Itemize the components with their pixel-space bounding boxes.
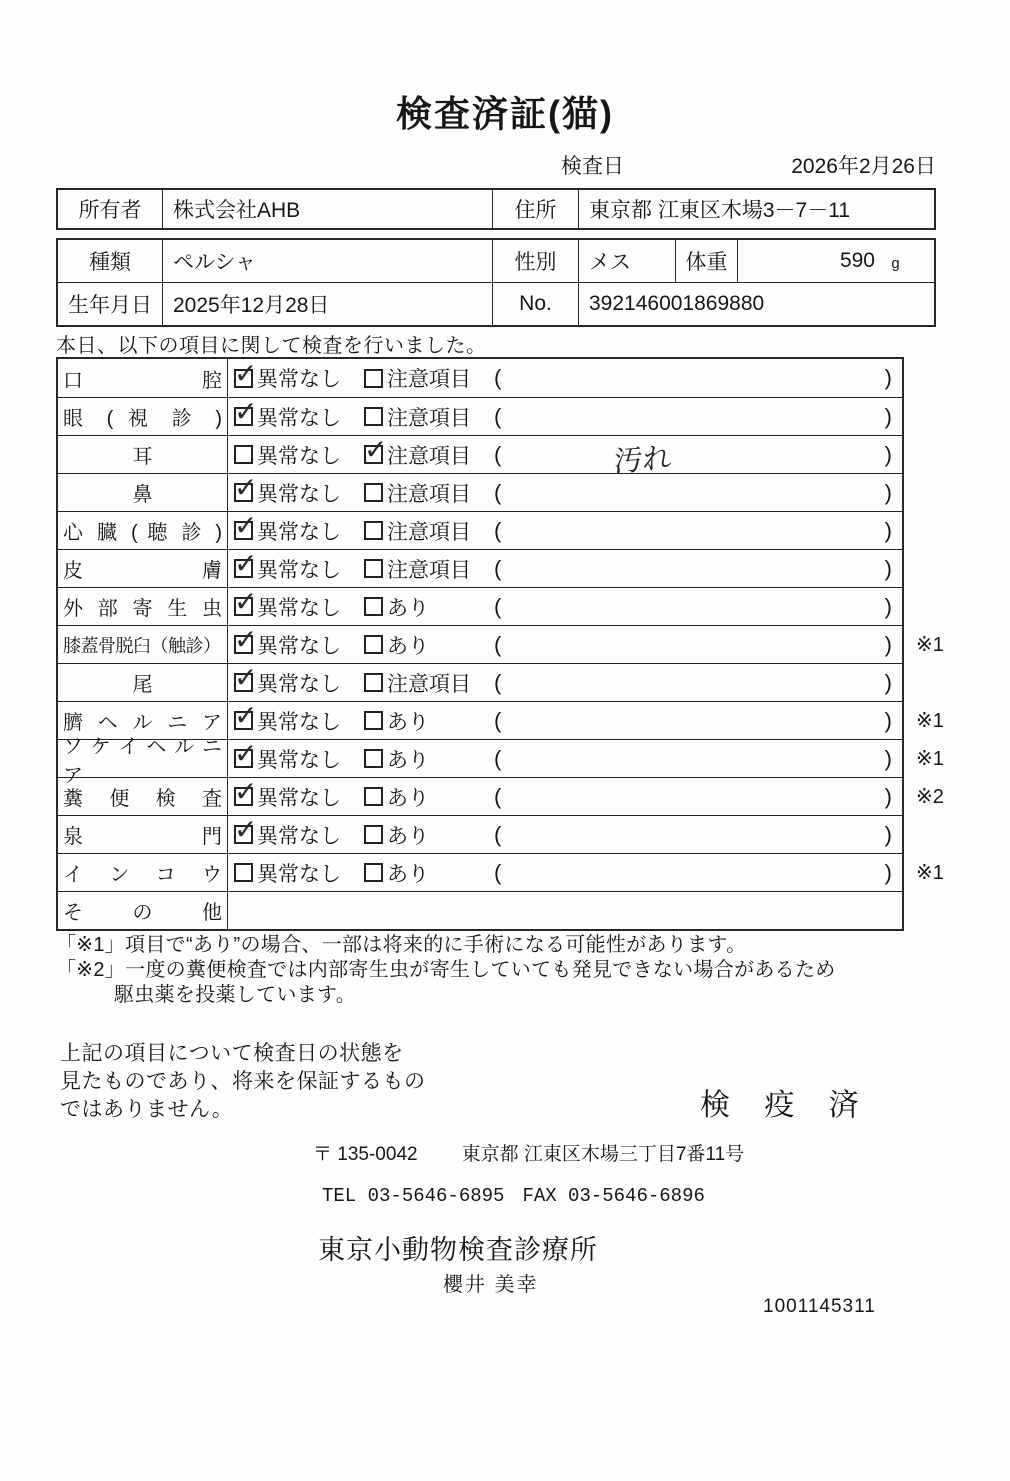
caution-label: 注意項目	[387, 444, 471, 468]
item-name: 耳	[132, 446, 153, 468]
abnormal-none-label: 異常なし	[257, 824, 341, 848]
abnormal-none-label: 異常なし	[257, 596, 341, 620]
inspection-row	[58, 735, 944, 787]
abnormal-none-label: 異常なし	[257, 710, 341, 734]
exam-date-value: 2026年2月26日	[791, 155, 936, 178]
item-name-cell	[58, 816, 228, 853]
abnormal-none-checkbox	[234, 445, 253, 464]
caution-group	[364, 592, 494, 622]
footnote-mark: ※1	[916, 862, 944, 884]
check-area	[228, 668, 494, 698]
abnormal-none-label: 異常なし	[257, 786, 341, 810]
footnote-2: 「※2」一度の糞便検査では内部寄生虫が寄生していても発見できない場合があるため	[56, 959, 836, 981]
item-name: 心 臓 ( 聴 診 )	[63, 522, 222, 544]
handwritten-note	[502, 479, 884, 506]
check-area	[228, 402, 494, 432]
note-area	[494, 480, 902, 506]
caution-group	[364, 554, 494, 584]
footnote-mark	[916, 664, 976, 701]
abnormal-none-checkbox	[234, 673, 253, 692]
note-area	[494, 860, 902, 886]
caution-label: 注意項目	[387, 558, 471, 582]
disclaimer-line-1: 上記の項目について検査日の状態を	[60, 1042, 404, 1065]
check-area	[228, 440, 494, 470]
handwritten-note	[502, 365, 884, 392]
inspection-row	[58, 625, 944, 663]
handwritten-note	[502, 669, 884, 696]
footnotes	[56, 933, 836, 1008]
paren-open: (	[494, 631, 502, 657]
handwritten-note	[502, 821, 884, 848]
check-area	[228, 363, 494, 393]
abnormal-none-label: 異常なし	[257, 558, 341, 582]
handwritten-note	[502, 631, 884, 658]
abnormal-none-group	[228, 478, 364, 508]
footnote-mark	[916, 474, 976, 511]
inspection-row	[58, 777, 944, 815]
inspection-row	[58, 815, 902, 853]
item-name: 皮 膚	[63, 560, 222, 582]
caution-group	[364, 782, 494, 812]
abnormal-none-group	[228, 858, 364, 888]
abnormal-none-group	[228, 402, 364, 432]
paren-close: )	[884, 821, 892, 847]
inspection-row	[58, 663, 902, 701]
caution-group	[364, 516, 494, 546]
paren-close: )	[884, 593, 892, 619]
owner-table	[56, 188, 936, 230]
page-title: 検査済証(猫)	[396, 93, 614, 134]
abnormal-none-checkbox	[234, 825, 253, 844]
paren-close: )	[884, 403, 892, 429]
inspection-row	[58, 549, 902, 587]
serial-number: 1001145311	[763, 1296, 876, 1317]
item-name: 糞 便 検 査	[63, 788, 222, 810]
paren-open: (	[494, 745, 502, 771]
tel-number: TEL 03-5646-6895	[322, 1185, 505, 1207]
inspection-row	[58, 511, 902, 549]
paren-open: (	[494, 479, 502, 505]
abnormal-none-checkbox	[234, 711, 253, 730]
paren-close: )	[884, 517, 892, 543]
caution-group	[364, 478, 494, 508]
item-name: イ ン コ ウ	[63, 864, 222, 886]
caution-label: あり	[387, 824, 429, 848]
handwritten-note	[502, 859, 884, 886]
info-table	[56, 238, 936, 327]
paren-close: )	[884, 441, 892, 467]
note-area	[494, 594, 902, 620]
abnormal-none-checkbox	[234, 483, 253, 502]
item-name: 口 腔	[63, 369, 222, 392]
abnormal-none-group	[228, 630, 364, 660]
handwritten-note	[502, 707, 884, 734]
paren-open: (	[494, 441, 502, 467]
item-name: 泉 門	[63, 826, 222, 848]
handwritten-note	[502, 517, 884, 544]
caution-group	[364, 820, 494, 850]
caution-label: 注意項目	[387, 406, 471, 430]
abnormal-none-group	[228, 668, 364, 698]
paren-close: )	[884, 783, 892, 809]
note-area	[494, 784, 902, 810]
caution-checkbox	[364, 711, 383, 730]
item-name-cell	[58, 735, 228, 787]
abnormal-none-group	[228, 363, 364, 393]
handwritten-note	[502, 555, 884, 582]
footnote-mark	[916, 436, 976, 473]
item-name-cell	[58, 398, 228, 435]
item-name: そ の 他	[63, 902, 222, 924]
caution-label: あり	[387, 748, 429, 772]
abnormal-none-checkbox	[234, 407, 253, 426]
paren-close: )	[884, 555, 892, 581]
breed-label: 種類	[58, 240, 163, 282]
check-area	[228, 516, 494, 546]
check-area	[228, 706, 494, 736]
paren-open: (	[494, 859, 502, 885]
disclaimer-line-3: ではありません。	[60, 1098, 234, 1121]
footnote-mark	[916, 398, 976, 435]
check-area	[228, 782, 494, 812]
check-area	[228, 744, 494, 774]
footnote-mark: ※1	[916, 634, 944, 656]
caution-checkbox	[364, 863, 383, 882]
clinic-address-line	[313, 1139, 744, 1166]
quarantine-stamp: 検 疫 済	[700, 1089, 872, 1122]
footnote-mark: ※1	[916, 710, 944, 732]
exam-date-label: 検査日	[561, 155, 624, 178]
check-area	[228, 820, 494, 850]
abnormal-none-label: 異常なし	[257, 368, 341, 391]
caution-label: 注意項目	[387, 368, 471, 391]
inspection-row	[58, 891, 902, 929]
inspection-row	[58, 473, 902, 511]
caution-group	[364, 402, 494, 432]
footnote-mark: ※2	[916, 786, 944, 808]
caution-checkbox	[364, 559, 383, 578]
weight-label: 体重	[676, 240, 738, 282]
item-name-cell	[58, 359, 228, 397]
birth-label: 生年月日	[58, 283, 163, 325]
owner-value: 株式会社AHB	[163, 190, 493, 228]
inspection-row	[58, 359, 902, 397]
veterinarian-name: 櫻井 美幸	[443, 1274, 539, 1296]
caution-label: あり	[387, 862, 429, 886]
note-area	[494, 708, 902, 734]
paren-open: (	[494, 517, 502, 543]
weight-value	[738, 240, 934, 282]
clinic-name: 東京小動物検査診療所	[318, 1235, 598, 1265]
caution-label: 注意項目	[387, 672, 471, 696]
disclaimer-line-2: 見たものであり、将来を保証するもの	[60, 1070, 426, 1093]
abnormal-none-group	[228, 440, 364, 470]
caution-checkbox	[364, 369, 383, 388]
breed-value: ペルシャ	[163, 240, 493, 282]
item-name: 臍 ヘ ル ニ ア	[63, 712, 222, 734]
caution-group	[364, 363, 494, 393]
inspection-table	[56, 357, 944, 931]
address-label: 住所	[493, 190, 579, 228]
paren-open: (	[494, 783, 502, 809]
abnormal-none-checkbox	[234, 559, 253, 578]
note-area	[494, 556, 902, 582]
abnormal-none-group	[228, 706, 364, 736]
abnormal-none-checkbox	[234, 863, 253, 882]
item-name-cell	[58, 550, 228, 587]
fax-number: FAX 03-5646-6896	[522, 1185, 705, 1207]
abnormal-none-label: 異常なし	[257, 520, 341, 544]
caution-label: 注意項目	[387, 520, 471, 544]
caution-checkbox	[364, 521, 383, 540]
paren-close: )	[884, 479, 892, 505]
item-name-cell	[58, 474, 228, 511]
sex-value: メス	[579, 240, 676, 282]
abnormal-none-checkbox	[234, 369, 253, 388]
item-name-cell	[58, 854, 228, 891]
item-name: 眼 ( 視 診 )	[63, 408, 222, 430]
abnormal-none-checkbox	[234, 521, 253, 540]
sex-label: 性別	[493, 240, 579, 282]
item-name-cell	[58, 664, 228, 701]
handwritten-note	[502, 593, 884, 620]
caution-checkbox	[364, 825, 383, 844]
item-name: 外 部 寄 生 虫	[63, 598, 222, 620]
caution-group	[364, 744, 494, 774]
abnormal-none-checkbox	[234, 597, 253, 616]
disclaimer	[60, 1040, 426, 1124]
paren-close: )	[884, 365, 892, 390]
item-name: 尾	[132, 674, 153, 696]
caution-checkbox	[364, 483, 383, 502]
check-area	[228, 554, 494, 584]
inspection-row	[58, 435, 902, 479]
exam-date-row	[56, 150, 936, 180]
caution-checkbox	[364, 407, 383, 426]
birth-value: 2025年12月28日	[163, 283, 493, 325]
item-name-cell	[58, 588, 228, 625]
caution-checkbox	[364, 673, 383, 692]
footnote-mark	[916, 816, 976, 853]
note-area	[494, 632, 902, 658]
check-area	[228, 592, 494, 622]
caution-label: 注意項目	[387, 482, 471, 506]
caution-label: あり	[387, 634, 429, 658]
paren-close: )	[884, 669, 892, 695]
paren-open: (	[494, 365, 502, 390]
paren-open: (	[494, 821, 502, 847]
abnormal-none-label: 異常なし	[257, 444, 341, 468]
weight-number: 590	[839, 249, 875, 272]
note-area	[494, 434, 902, 479]
abnormal-none-group	[228, 554, 364, 584]
note-area	[494, 822, 902, 848]
item-name-cell	[58, 778, 228, 815]
owner-label: 所有者	[58, 190, 163, 228]
paren-open: (	[494, 669, 502, 695]
intro-text: 本日、以下の項目に関して検査を行いました。	[56, 335, 487, 357]
paren-open: (	[494, 555, 502, 581]
paren-open: (	[494, 593, 502, 619]
paren-close: )	[884, 745, 892, 771]
abnormal-none-label: 異常なし	[257, 862, 341, 886]
item-name-cell	[58, 892, 228, 929]
weight-unit: g	[890, 255, 900, 273]
address-value: 東京都 江東区木場3－7－11	[589, 199, 850, 222]
footnote-mark	[916, 550, 976, 587]
abnormal-none-label: 異常なし	[257, 748, 341, 772]
abnormal-none-group	[228, 516, 364, 546]
caution-checkbox	[364, 445, 383, 464]
caution-group	[364, 706, 494, 736]
clinic-address: 東京都 江東区木場三丁目7番11号	[461, 1144, 745, 1165]
check-area	[228, 858, 494, 888]
footnote-mark	[916, 359, 976, 397]
abnormal-none-label: 異常なし	[257, 634, 341, 658]
abnormal-none-group	[228, 782, 364, 812]
caution-group	[364, 668, 494, 698]
caution-group	[364, 630, 494, 660]
microchip-no-value: 392146001869880	[589, 292, 765, 315]
item-name-cell	[58, 436, 228, 473]
abnormal-none-label: 異常なし	[257, 672, 341, 696]
note-area	[494, 746, 902, 772]
footnote-mark	[916, 512, 976, 549]
microchip-no-label: No.	[493, 283, 579, 325]
paren-open: (	[494, 403, 502, 429]
caution-checkbox	[364, 787, 383, 806]
footnote-1: 「※1」項目で“あり”の場合、一部は将来的に手術になる可能性があります。	[56, 934, 747, 956]
abnormal-none-checkbox	[234, 749, 253, 768]
paren-open: (	[494, 707, 502, 733]
abnormal-none-checkbox	[234, 787, 253, 806]
footnote-mark	[916, 892, 976, 929]
paren-close: )	[884, 859, 892, 885]
note-area	[494, 670, 902, 696]
contact-line	[322, 1185, 705, 1207]
inspection-row	[58, 853, 944, 891]
paren-close: )	[884, 631, 892, 657]
caution-checkbox	[364, 749, 383, 768]
handwritten-note	[502, 783, 884, 810]
item-name-cell	[58, 626, 228, 663]
footnote-mark: ※1	[916, 748, 944, 770]
note-area	[494, 518, 902, 544]
check-area	[228, 478, 494, 508]
item-name: 膝蓋骨脱臼（触診）	[63, 635, 221, 656]
postal-code: 〒 135-0042	[313, 1144, 418, 1165]
caution-label: あり	[387, 596, 429, 620]
abnormal-none-group	[228, 744, 364, 774]
item-name: ソ ケ イ ヘ ル ニ ア	[63, 735, 222, 787]
caution-checkbox	[364, 597, 383, 616]
caution-group	[364, 440, 494, 470]
abnormal-none-group	[228, 820, 364, 850]
paren-close: )	[884, 707, 892, 733]
abnormal-none-group	[228, 592, 364, 622]
item-name: 鼻	[132, 484, 153, 506]
handwritten-note: 汚れ	[613, 442, 673, 479]
abnormal-none-label: 異常なし	[257, 406, 341, 430]
check-area	[228, 630, 494, 660]
caution-group	[364, 858, 494, 888]
footnote-mark	[916, 588, 976, 625]
caution-label: あり	[387, 710, 429, 734]
footnote-2-continued: 駆虫薬を投薬しています。	[114, 984, 356, 1006]
caution-checkbox	[364, 635, 383, 654]
inspection-row	[58, 587, 902, 625]
item-name-cell	[58, 512, 228, 549]
abnormal-none-label: 異常なし	[257, 482, 341, 506]
birth-row	[58, 282, 934, 325]
caution-label: あり	[387, 786, 429, 810]
breed-row	[58, 240, 934, 282]
handwritten-note	[502, 745, 884, 772]
note-area	[494, 365, 902, 391]
abnormal-none-checkbox	[234, 635, 253, 654]
